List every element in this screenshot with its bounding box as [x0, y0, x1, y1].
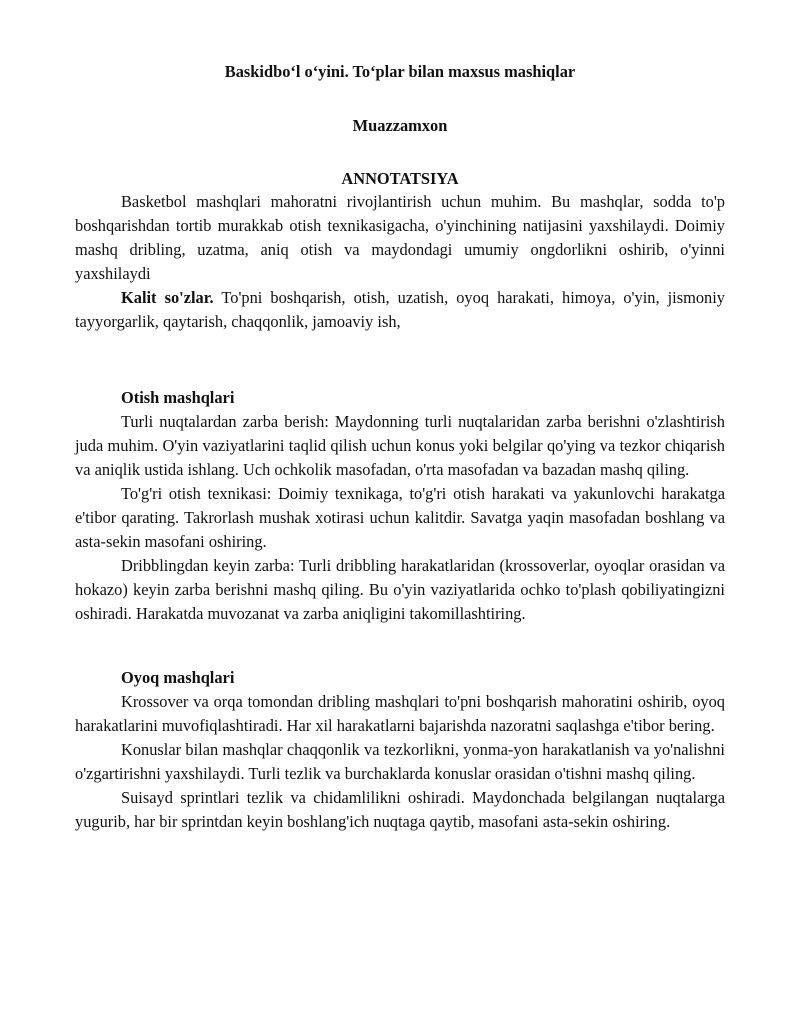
- keywords-text: To'pni boshqarish, otish, uzatish, oyoq harakati, himoya, o'yin, jismoniy tayyorgarlik, qaytarish, chaqqonlik, jamoaviy ish,: [75, 288, 725, 331]
- document-title: Baskidbo‘l o‘yini. To‘plar bilan maxsus mashiqlar: [224, 62, 576, 81]
- section-heading-otish: Otish mashqlari: [121, 388, 235, 407]
- keywords-label: Kalit so'zlar.: [121, 288, 214, 307]
- annotation-heading: ANNOTATSIYA: [341, 169, 459, 188]
- section-heading-oyoq: Oyoq mashqlari: [121, 668, 235, 687]
- section-paragraph: Konuslar bilan mashqlar chaqqonlik va tezkorlikni, yonma-yon harakatlanish va yo'nalishni o'zgartirishni yaxshilaydi. Turli tezlik va burchaklarda konuslar orasidan o'tishni mashq qiling.: [75, 740, 725, 783]
- page-content: [75, 60, 725, 834]
- section-paragraph: Suisayd sprintlari tezlik va chidamlilikni oshiradi. Maydonchada belgilangan nuqtalarga yugurib, har bir sprintdan keyin boshlang'ich nuqtaga qaytib, masofani asta-sekin oshiring.: [75, 788, 725, 831]
- annotation-paragraph: Basketbol mashqlari mahoratni rivojlantirish uchun muhim. Bu mashqlar, sodda to'p boshqarishdan tortib murakkab otish texnikasigacha, o'yinchining natijasini yaxshilaydi. Doimiy mashq dribling, uzatma, aniq otish va maydondagi umumiy ongdorlikni oshirib, o'yinni yaxshilaydi: [75, 192, 725, 283]
- section-paragraph: Krossover va orqa tomondan dribling mashqlari to'pni boshqarish mahoratini oshirib, oyoq harakatlarini muvofiqlashtiradi. Har xil harakatlarni bajarishda nazoratni saqlashga e'tibor bering.: [75, 692, 725, 735]
- section-paragraph: To'g'ri otish texnikasi: Doimiy texnikaga, to'g'ri otish harakati va yakunlovchi harakatga e'tibor qarating. Takrorlash mushak xotirasi uchun kalitdir. Savatga yaqin masofadan boshlang va asta-sekin masofani oshiring.: [75, 484, 725, 551]
- keywords-paragraph: [75, 286, 725, 334]
- section-paragraph: Dribblingdan keyin zarba: Turli dribbling harakatlaridan (krossoverlar, oyoqlar orasidan va hokazo) keyin zarba berishni mashq qiling. Bu o'yin vaziyatlarida ochko to'plash qobiliyatingizni oshiradi. Harakatda muvozanat va zarba aniqligini takomillashtiring.: [75, 556, 725, 623]
- author-name: Muazzamxon: [352, 116, 448, 135]
- section-paragraph: Turli nuqtalardan zarba berish: Maydonning turli nuqtalaridan zarba berishni o'zlashtirish juda muhim. O'yin vaziyatlarini taqlid qilish uchun konus yoki belgilar qo'ying va tezkor chiqarish va aniqlik ustida ishlang. Uch ochkolik masofadan, o'rta masofadan va bazadan mashq qiling.: [75, 412, 725, 479]
